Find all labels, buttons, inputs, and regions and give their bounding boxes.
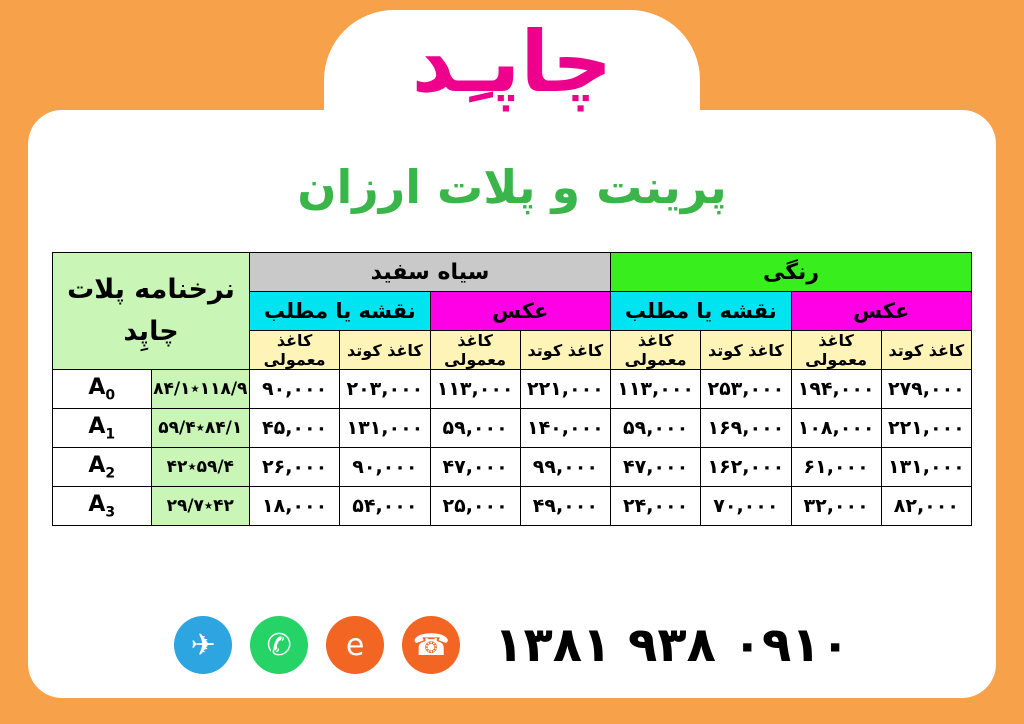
cell-price: ۱۱۳,۰۰۰ <box>430 370 520 409</box>
cell-price: ۸۲,۰۰۰ <box>881 487 971 526</box>
phone-icon[interactable]: ☎ <box>402 616 460 674</box>
cell-format-label <box>53 409 152 448</box>
eitaa-icon[interactable]: e <box>326 616 384 674</box>
brand-logo: چاپـِد <box>411 13 613 111</box>
cell-price: ۱۳۱,۰۰۰ <box>340 409 430 448</box>
header-paper-3: کاغذ معمولی <box>611 331 701 370</box>
cell-size: ۴۲٭۲۹/۷ <box>151 487 250 526</box>
header-bw-photo: عکس <box>430 292 611 331</box>
cell-format-label <box>53 448 152 487</box>
header-paper-2: کاغذ کوتد <box>701 331 791 370</box>
format-letter: A <box>88 413 106 439</box>
cell-price: ۷۰,۰۰۰ <box>701 487 791 526</box>
cell-price: ۵۹,۰۰۰ <box>611 409 701 448</box>
header-bw-group: سیاه سفید <box>250 253 611 292</box>
cell-price: ۱۶۹,۰۰۰ <box>701 409 791 448</box>
cell-size: ۸۴/۱٭۵۹/۴ <box>151 409 250 448</box>
contact-footer <box>0 600 1024 690</box>
cell-price: ۲۶,۰۰۰ <box>250 448 340 487</box>
header-color-photo: عکس <box>791 292 972 331</box>
cell-format-label <box>53 487 152 526</box>
cell-price: ۲۲۱,۰۰۰ <box>520 370 610 409</box>
cell-price: ۵۴,۰۰۰ <box>340 487 430 526</box>
phone-number: ۰۹۱۰ ۹۳۸ ۱۳۸۱ <box>494 617 850 673</box>
cell-format-label <box>53 370 152 409</box>
cell-price: ۲۲۱,۰۰۰ <box>881 409 971 448</box>
header-color-map: نقشه یا مطلب <box>611 292 792 331</box>
cell-price: ۱۹۴,۰۰۰ <box>791 370 881 409</box>
table-row <box>53 448 972 487</box>
format-index: 3 <box>105 504 116 521</box>
format-index: 2 <box>105 465 116 482</box>
cell-price: ۱۰۸,۰۰۰ <box>791 409 881 448</box>
social-icons <box>174 616 460 674</box>
cell-price: ۲۴,۰۰۰ <box>611 487 701 526</box>
header-paper-6: کاغذ کوتد <box>340 331 430 370</box>
cell-price: ۱۶۲,۰۰۰ <box>701 448 791 487</box>
format-letter: A <box>88 452 106 478</box>
header-paper-5: کاغذ معمولی <box>430 331 520 370</box>
format-index: 1 <box>105 426 116 443</box>
format-index: 0 <box>105 387 116 404</box>
header-bw-map: نقشه یا مطلب <box>250 292 431 331</box>
format-letter: A <box>88 491 106 517</box>
header-paper-1: کاغذ معمولی <box>791 331 881 370</box>
cell-price: ۲۵,۰۰۰ <box>430 487 520 526</box>
cell-price: ۱۸,۰۰۰ <box>250 487 340 526</box>
format-letter: A <box>88 374 106 400</box>
header-paper-7: کاغذ معمولی <box>250 331 340 370</box>
cell-price: ۴۷,۰۰۰ <box>611 448 701 487</box>
cell-price: ۹۹,۰۰۰ <box>520 448 610 487</box>
cell-price: ۴۷,۰۰۰ <box>430 448 520 487</box>
table-header-row-groups <box>53 253 972 292</box>
cell-size: ۱۱۸/۹٭۸۴/۱ <box>151 370 250 409</box>
header-paper-4: کاغذ کوتد <box>520 331 610 370</box>
table-row <box>53 487 972 526</box>
price-table-wrapper <box>52 252 972 526</box>
cell-size: ۵۹/۴٭۴۲ <box>151 448 250 487</box>
cell-price: ۶۱,۰۰۰ <box>791 448 881 487</box>
table-title: نرخنامه پلات چاپِد <box>53 253 250 370</box>
cell-price: ۹۰,۰۰۰ <box>250 370 340 409</box>
cell-price: ۲۷۹,۰۰۰ <box>881 370 971 409</box>
header-color-group: رنگی <box>611 253 972 292</box>
cell-price: ۱۱۳,۰۰۰ <box>611 370 701 409</box>
cell-price: ۴۹,۰۰۰ <box>520 487 610 526</box>
header-paper-0: کاغذ کوتد <box>881 331 971 370</box>
cell-price: ۹۰,۰۰۰ <box>340 448 430 487</box>
brand-subtitle: پرینت و پلات ارزان <box>297 160 727 214</box>
cell-price: ۲۰۳,۰۰۰ <box>340 370 430 409</box>
cell-price: ۳۲,۰۰۰ <box>791 487 881 526</box>
table-row <box>53 370 972 409</box>
cell-price: ۱۴۰,۰۰۰ <box>520 409 610 448</box>
telegram-icon[interactable]: ✈ <box>174 616 232 674</box>
cell-price: ۵۹,۰۰۰ <box>430 409 520 448</box>
cell-price: ۲۵۳,۰۰۰ <box>701 370 791 409</box>
table-row <box>53 409 972 448</box>
price-table <box>52 252 972 526</box>
cell-price: ۱۳۱,۰۰۰ <box>881 448 971 487</box>
cell-price: ۴۵,۰۰۰ <box>250 409 340 448</box>
whatsapp-icon[interactable]: ✆ <box>250 616 308 674</box>
